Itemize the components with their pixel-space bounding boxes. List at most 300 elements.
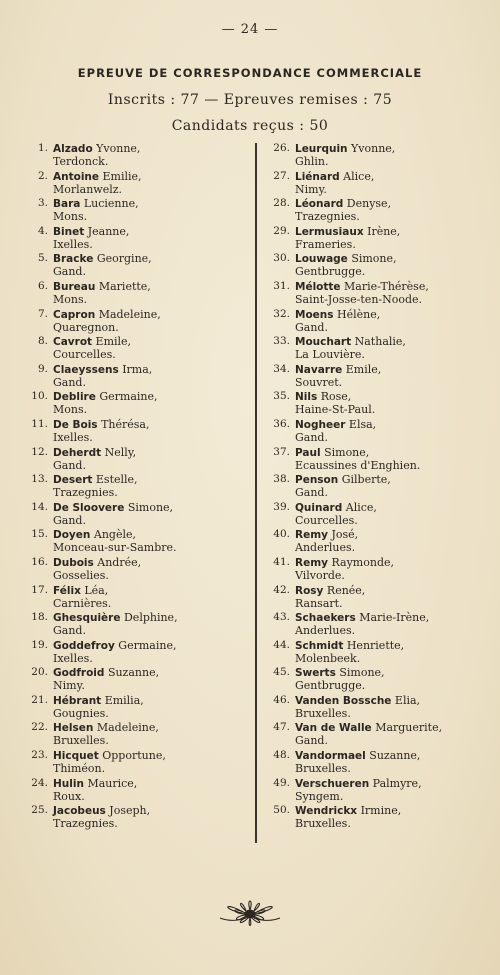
candidate-given-name: Emilie,: [102, 169, 142, 183]
candidate-entry: [264, 308, 494, 336]
left-candidate-list: [22, 142, 247, 832]
candidate-city: Gand.: [295, 486, 328, 500]
candidate-given-name: Emile,: [345, 362, 382, 376]
candidate-surname: Penson: [295, 474, 339, 487]
candidate-city: Bruxelles.: [295, 762, 351, 776]
candidate-entry: [264, 556, 494, 584]
candidate-city: Gentbrugge.: [295, 679, 366, 693]
candidate-surname: Lermusiaux: [295, 225, 364, 238]
candidate-number: 39.: [273, 500, 290, 513]
candidate-surname: Goddefroy: [53, 639, 115, 652]
candidate-given-name: Nelly,: [104, 445, 137, 459]
candidate-surname: Leurquin: [295, 143, 348, 155]
candidate-number: 1.: [37, 142, 48, 154]
candidate-city: Gand.: [53, 624, 86, 638]
candidate-entry: [264, 197, 494, 225]
candidate-given-name: José,: [331, 528, 359, 542]
candidate-surname: Quinard: [295, 501, 343, 514]
candidate-given-name: Yvonne,: [351, 142, 396, 155]
candidate-given-name: Alice,: [343, 169, 375, 183]
candidate-name: [53, 804, 150, 818]
candidate-entry: [264, 170, 494, 198]
candidate-surname: Dubois: [53, 556, 94, 569]
candidate-name: [295, 170, 374, 184]
candidate-number: 20.: [31, 666, 48, 679]
candidate-city: Ecaussines d'Enghien.: [295, 458, 421, 472]
candidate-surname: De Bois: [53, 418, 98, 431]
candidate-city: Trazegnies.: [295, 210, 360, 224]
candidate-number: 12.: [31, 445, 48, 458]
candidate-city: Molenbeek.: [295, 651, 361, 665]
candidate-surname: Hicquet: [53, 750, 99, 763]
candidate-number: 24.: [31, 776, 48, 789]
exam-title: EPREUVE DE CORRESPONDANCE COMMERCIALE: [77, 66, 423, 80]
candidate-surname: Liénard: [295, 170, 340, 183]
candidate-name: [53, 418, 149, 432]
candidate-given-name: Léa,: [84, 583, 109, 597]
candidate-name: [53, 363, 152, 377]
candidate-given-name: Jeanne,: [87, 224, 130, 238]
candidate-surname: Schaekers: [295, 612, 356, 625]
candidate-entry: [264, 363, 494, 391]
candidate-surname: Paul: [295, 446, 321, 459]
candidate-entry: [264, 501, 494, 529]
candidate-name: [53, 446, 136, 460]
column-divider: [255, 143, 257, 843]
candidate-name: [53, 473, 138, 487]
candidate-surname: Helsen: [53, 722, 94, 735]
candidate-given-name: Yvonne,: [96, 142, 141, 155]
candidate-entry: [22, 749, 247, 777]
candidate-given-name: Opportune,: [102, 749, 166, 763]
candidate-city: Frameries.: [295, 237, 356, 251]
candidate-surname: Rosy: [295, 584, 324, 597]
candidate-number: 6.: [37, 279, 48, 292]
candidate-given-name: Suzanne,: [369, 749, 421, 763]
candidate-surname: Godfroid: [53, 667, 105, 680]
candidate-name: [53, 390, 158, 404]
candidate-city: Courcelles.: [295, 513, 358, 527]
candidate-given-name: Joseph,: [109, 804, 151, 818]
candidate-number: 3.: [37, 197, 48, 210]
candidate-name: [295, 694, 420, 708]
candidate-entry: [264, 473, 494, 501]
candidate-surname: Van de Walle: [295, 722, 372, 735]
daisy-flower-icon: [210, 888, 290, 938]
candidate-surname: Bara: [53, 198, 81, 211]
candidate-given-name: Georgine,: [96, 252, 152, 266]
candidate-surname: Capron: [53, 308, 96, 321]
candidate-given-name: Irmine,: [360, 804, 402, 818]
candidate-name: [295, 584, 365, 598]
candidate-name: [295, 446, 369, 460]
candidate-given-name: Marguerite,: [375, 721, 443, 735]
candidate-number: 8.: [37, 335, 48, 348]
candidate-entry: [264, 252, 494, 280]
candidate-number: 38.: [273, 473, 290, 486]
candidate-surname: Remy: [295, 556, 328, 569]
candidate-given-name: Marie-Thérèse,: [344, 279, 429, 293]
candidate-entry: [264, 390, 494, 418]
candidate-name: [295, 473, 391, 487]
candidate-number: 45.: [273, 666, 290, 679]
candidate-surname: Verschueren: [295, 777, 370, 790]
candidate-name: [53, 556, 141, 570]
candidate-number: 26.: [273, 142, 290, 154]
candidate-city: Trazegnies.: [53, 486, 118, 500]
candidate-name: [295, 777, 422, 791]
candidate-number: 14.: [31, 500, 48, 513]
candidate-city: Syngem.: [295, 789, 344, 803]
candidate-city: Ixelles.: [53, 430, 93, 444]
candidate-surname: Bracke: [53, 253, 94, 266]
candidate-surname: Remy: [295, 529, 328, 542]
candidate-name: [295, 225, 400, 239]
candidate-surname: Bureau: [53, 280, 96, 293]
candidate-entry: [22, 777, 247, 805]
candidate-surname: Doyen: [53, 529, 91, 542]
candidate-surname: Desert: [53, 474, 93, 487]
candidate-name: [53, 142, 140, 156]
candidate-name: [53, 666, 159, 680]
candidate-entry: [22, 501, 247, 529]
candidate-given-name: Marie-Irène,: [359, 611, 430, 625]
candidate-city: Gand.: [295, 320, 328, 334]
candidate-entry: [264, 804, 494, 832]
candidate-number: 28.: [273, 197, 290, 210]
candidate-name: [295, 639, 404, 653]
candidate-city: Nimy.: [53, 679, 85, 693]
candidate-entry: [22, 446, 247, 474]
candidate-city: Courcelles.: [53, 348, 116, 362]
candidate-name: [53, 280, 151, 294]
candidate-name: [295, 197, 391, 211]
candidate-surname: De Sloovere: [53, 501, 125, 514]
candidate-entry: [22, 473, 247, 501]
candidate-entry: [264, 446, 494, 474]
candidate-number: 46.: [273, 693, 290, 706]
candidate-number: 17.: [31, 583, 48, 596]
candidate-given-name: Thérésa,: [101, 417, 150, 431]
candidate-name: [295, 556, 394, 570]
candidate-entry: [264, 611, 494, 639]
candidate-given-name: Hélène,: [337, 307, 381, 321]
candidate-number: 5.: [37, 252, 48, 265]
candidate-entry: [264, 777, 494, 805]
candidate-given-name: Suzanne,: [107, 666, 160, 680]
candidate-given-name: Simone,: [351, 252, 397, 266]
candidate-number: 16.: [31, 555, 48, 568]
candidate-city: Gand.: [53, 265, 86, 279]
candidate-number: 42.: [273, 583, 290, 596]
candidate-number: 47.: [273, 721, 290, 734]
candidate-name: [295, 666, 385, 680]
candidate-name: [295, 252, 397, 266]
candidate-entry: [22, 390, 247, 418]
candidate-surname: Vandormael: [295, 750, 366, 763]
candidate-city: Haine-St-Paul.: [295, 403, 376, 417]
candidate-surname: Claeyssens: [53, 363, 119, 376]
candidate-city: Gand.: [53, 375, 86, 389]
candidate-city: Bruxelles.: [295, 817, 351, 831]
candidate-number: 37.: [273, 445, 290, 458]
candidate-number: 35.: [273, 390, 290, 403]
candidate-name: [295, 749, 420, 763]
candidate-city: Bruxelles.: [53, 734, 109, 748]
candidate-city: Bruxelles.: [295, 706, 351, 720]
candidate-city: Carnières.: [53, 596, 112, 610]
candidate-city: Nimy.: [295, 182, 327, 196]
candidate-number: 32.: [273, 307, 290, 320]
candidate-number: 31.: [273, 279, 290, 292]
candidate-surname: Swerts: [295, 667, 336, 680]
candidate-entry: [264, 694, 494, 722]
candidate-entry: [22, 335, 247, 363]
candidate-surname: Jacobeus: [53, 805, 106, 818]
candidate-surname: Nils: [295, 391, 318, 404]
candidate-number: 7.: [37, 307, 48, 320]
candidate-city: Gand.: [295, 734, 328, 748]
candidate-surname: Binet: [53, 225, 85, 238]
candidate-entry: [22, 252, 247, 280]
candidate-entry: [22, 528, 247, 556]
candidate-name: [295, 308, 380, 322]
candidate-city: Ixelles.: [53, 651, 93, 665]
candidate-entry: [264, 225, 494, 253]
candidate-number: 33.: [273, 335, 290, 348]
candidate-given-name: Lucienne,: [83, 197, 139, 211]
candidate-surname: Cavrot: [53, 336, 93, 349]
candidate-number: 9.: [37, 362, 48, 375]
candidate-surname: Moens: [295, 308, 334, 321]
candidate-surname: Ghesquière: [53, 612, 121, 625]
candidate-city: Thiméon.: [53, 762, 106, 776]
candidate-number: 48.: [273, 749, 290, 762]
candidate-given-name: Andrée,: [97, 555, 142, 569]
candidate-number: 13.: [31, 473, 48, 486]
registration-summary: Inscrits : 77 — Epreuves remises : 75: [107, 92, 393, 108]
candidate-surname: Antoine: [53, 170, 100, 183]
candidate-entry: [22, 308, 247, 336]
candidate-name: [295, 363, 381, 377]
right-candidate-list: [264, 142, 494, 832]
candidate-surname: Mouchart: [295, 336, 352, 349]
candidate-entry: [22, 694, 247, 722]
candidate-surname: Félix: [53, 584, 81, 597]
candidate-entry: [264, 666, 494, 694]
candidate-city: Gougnies.: [53, 706, 109, 720]
candidate-city: Anderlues.: [295, 624, 356, 638]
candidate-entry: [264, 528, 494, 556]
candidate-city: Mons.: [53, 292, 88, 306]
candidate-city: Mons.: [53, 210, 88, 224]
candidate-name: [295, 390, 351, 404]
candidate-name: [53, 308, 161, 322]
candidate-name: [53, 611, 178, 625]
candidate-name: [295, 335, 406, 349]
candidate-city: Gentbrugge.: [295, 265, 366, 279]
candidate-city: Terdonck.: [53, 155, 109, 168]
candidate-city: Trazegnies.: [53, 817, 118, 831]
candidate-given-name: Renée,: [326, 583, 366, 597]
candidate-number: 22.: [31, 721, 48, 734]
candidate-given-name: Nathalie,: [354, 335, 406, 349]
candidate-name: [295, 142, 395, 156]
candidate-given-name: Irma,: [122, 362, 153, 376]
candidate-city: Monceau-sur-Sambre.: [53, 541, 177, 555]
candidate-number: 41.: [273, 555, 290, 568]
candidate-entry: [264, 721, 494, 749]
candidate-number: 30.: [273, 252, 290, 265]
candidate-name: [53, 584, 108, 598]
candidate-given-name: Irène,: [367, 224, 401, 238]
candidate-city: Roux.: [53, 789, 85, 803]
candidate-city: Saint-Josse-ten-Noode.: [295, 292, 423, 306]
candidate-given-name: Elsa,: [348, 417, 377, 431]
candidate-entry: [22, 197, 247, 225]
candidate-given-name: Palmyre,: [372, 776, 422, 790]
candidate-given-name: Madeleine,: [96, 721, 159, 735]
candidate-surname: Nogheer: [295, 418, 346, 431]
candidate-given-name: Simone,: [127, 500, 174, 514]
candidate-entry: [22, 142, 247, 170]
candidate-name: [53, 225, 129, 239]
candidate-number: 2.: [37, 169, 48, 182]
candidate-entry: [22, 363, 247, 391]
candidate-city: Anderlues.: [295, 541, 356, 555]
candidate-city: Gand.: [53, 458, 86, 472]
candidate-given-name: Angèle,: [93, 528, 136, 542]
candidate-entry: [22, 225, 247, 253]
candidate-number: 19.: [31, 638, 48, 651]
candidate-entry: [264, 142, 494, 170]
candidate-entry: [22, 170, 247, 198]
candidate-entry: [22, 280, 247, 308]
candidate-number: 44.: [273, 638, 290, 651]
candidate-number: 50.: [273, 804, 290, 817]
candidate-city: Quaregnon.: [53, 320, 119, 334]
candidate-given-name: Alice,: [345, 500, 377, 514]
candidate-city: La Louvière.: [295, 348, 365, 362]
candidate-entry: [264, 749, 494, 777]
candidate-city: Mons.: [53, 403, 88, 417]
candidate-number: 36.: [273, 417, 290, 430]
candidate-entry: [22, 804, 247, 832]
candidate-entry: [22, 721, 247, 749]
candidate-entry: [22, 584, 247, 612]
candidate-given-name: Madeleine,: [98, 307, 161, 321]
candidate-city: Gand.: [53, 513, 86, 527]
candidate-given-name: Emilia,: [104, 693, 144, 707]
candidate-given-name: Henriette,: [346, 638, 405, 652]
candidate-name: [53, 694, 144, 708]
candidate-name: [53, 501, 173, 515]
candidate-surname: Louwage: [295, 253, 348, 266]
candidate-city: Morlanwelz.: [53, 182, 123, 196]
candidate-city: Ghlin.: [295, 155, 329, 168]
candidate-entry: [22, 639, 247, 667]
candidate-entry: [22, 611, 247, 639]
candidate-surname: Navarre: [295, 363, 343, 376]
candidate-given-name: Rose,: [320, 390, 352, 404]
candidate-name: [53, 197, 139, 211]
candidate-entry: [22, 556, 247, 584]
candidate-name: [53, 749, 166, 763]
candidate-entry: [264, 584, 494, 612]
candidate-name: [295, 501, 377, 515]
candidate-name: [53, 252, 152, 266]
candidate-city: Ransart.: [295, 596, 343, 610]
accepted-summary: Candidats reçus : 50: [171, 118, 329, 134]
candidate-given-name: Estelle,: [95, 473, 138, 487]
candidate-city: Vilvorde.: [295, 568, 345, 582]
page-number: — 24 —: [221, 22, 279, 37]
candidate-name: [295, 280, 429, 294]
candidate-entry: [22, 418, 247, 446]
candidate-number: 23.: [31, 749, 48, 762]
candidate-number: 21.: [31, 693, 48, 706]
candidate-entry: [22, 666, 247, 694]
candidate-number: 15.: [31, 528, 48, 541]
candidate-number: 10.: [31, 390, 48, 403]
candidate-name: [295, 418, 376, 432]
candidate-number: 34.: [273, 362, 290, 375]
candidate-name: [53, 335, 131, 349]
candidate-given-name: Gilberte,: [341, 473, 391, 487]
candidate-given-name: Germaine,: [99, 390, 158, 404]
candidate-surname: Vanden Bossche: [295, 694, 392, 707]
candidate-surname: Hébrant: [53, 694, 102, 707]
candidate-name: [53, 777, 137, 791]
candidate-city: Gosselies.: [53, 568, 109, 582]
candidate-given-name: Denyse,: [346, 197, 392, 211]
candidate-entry: [264, 418, 494, 446]
candidate-name: [53, 639, 176, 653]
candidate-given-name: Simone,: [324, 445, 370, 459]
candidate-name: [295, 804, 401, 818]
candidate-given-name: Mariette,: [98, 279, 151, 293]
candidate-number: 25.: [31, 804, 48, 817]
candidate-given-name: Simone,: [339, 666, 385, 680]
candidate-surname: Hulin: [53, 777, 84, 790]
candidate-number: 29.: [273, 224, 290, 237]
candidate-given-name: Delphine,: [123, 611, 178, 625]
candidate-city: Souvret.: [295, 375, 343, 389]
candidate-given-name: Emile,: [95, 335, 132, 349]
candidate-number: 18.: [31, 611, 48, 624]
candidate-entry: [264, 335, 494, 363]
candidate-name: [295, 528, 358, 542]
candidate-number: 43.: [273, 611, 290, 624]
candidate-given-name: Maurice,: [87, 776, 138, 790]
candidate-name: [295, 721, 442, 735]
candidate-surname: Mélotte: [295, 280, 341, 293]
candidate-name: [53, 170, 142, 184]
candidate-city: Ixelles.: [53, 237, 93, 251]
candidate-number: 40.: [273, 528, 290, 541]
candidate-name: [295, 611, 429, 625]
candidate-number: 49.: [273, 776, 290, 789]
candidate-surname: Alzado: [53, 143, 93, 155]
candidate-number: 4.: [37, 224, 48, 237]
candidate-surname: Léonard: [295, 198, 344, 211]
candidate-name: [53, 721, 159, 735]
candidate-entry: [264, 639, 494, 667]
candidate-surname: Deblire: [53, 391, 96, 404]
candidate-given-name: Germaine,: [118, 638, 177, 652]
candidate-number: 27.: [273, 169, 290, 182]
candidate-given-name: Raymonde,: [331, 555, 394, 569]
